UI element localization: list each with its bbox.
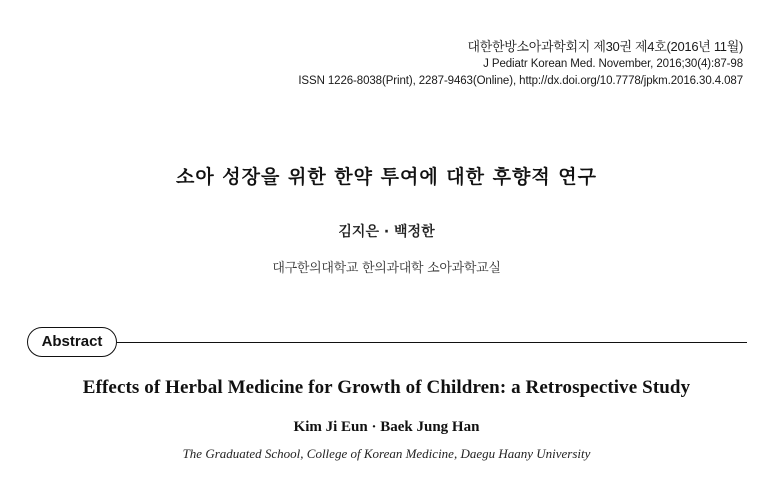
english-title: Effects of Herbal Medicine for Growth of Children: a Retrospective Study bbox=[82, 377, 691, 398]
korean-title: 소아 성장을 위한 한약 투여에 대한 후향적 연구 bbox=[175, 166, 598, 188]
abstract-heading-row bbox=[27, 327, 747, 361]
korean-affiliation: 대구한의대학교 한의과대학 소아과학교실 bbox=[272, 261, 501, 276]
abstract-divider bbox=[117, 342, 747, 343]
journal-english-citation: J Pediatr Korean Med. November, 2016;30(4):87-98 bbox=[483, 58, 743, 70]
korean-authors: 김지은 · 백정한 bbox=[338, 224, 435, 240]
english-affiliation: The Graduated School, College of Korean Medicine, Daegu Haany University bbox=[182, 446, 591, 461]
journal-issn-doi: ISSN 1226-8038(Print), 2287-9463(Online), http://dx.doi.org/10.7778/jpkm.2016.30.4.087 bbox=[298, 75, 743, 87]
english-authors: Kim Ji Eun · Baek Jung Han bbox=[293, 419, 480, 435]
abstract-heading: Abstract bbox=[27, 327, 117, 357]
journal-header bbox=[298, 38, 743, 90]
journal-korean-citation: 대한한방소아과학회지 제30권 제4호(2016년 11월) bbox=[467, 39, 743, 54]
